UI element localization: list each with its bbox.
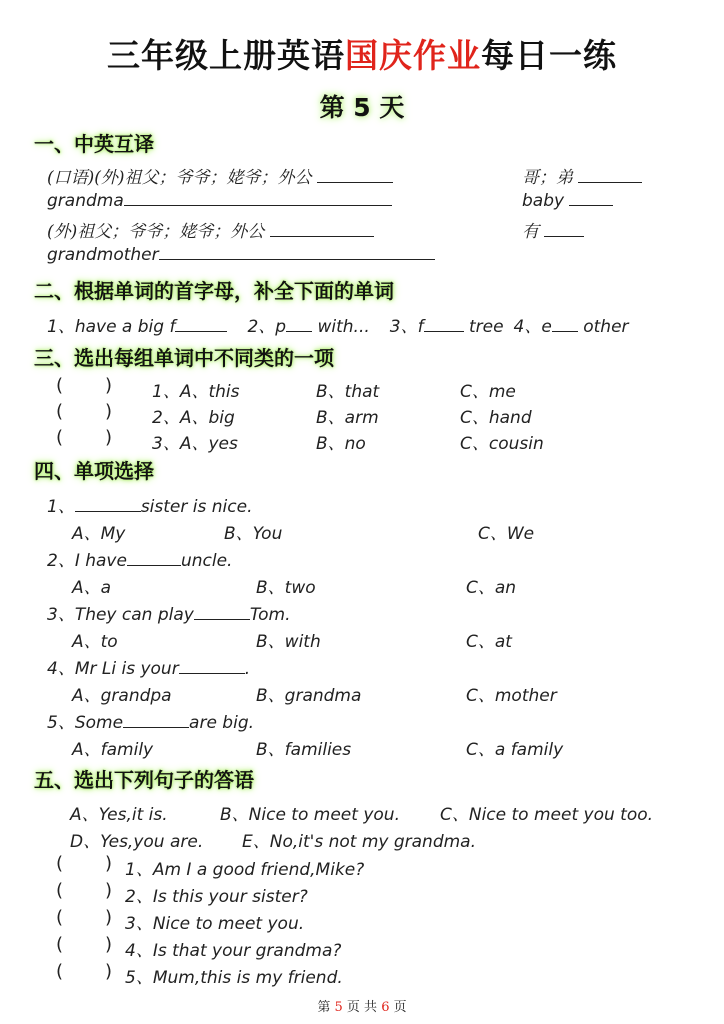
answer-blank[interactable]: [179, 659, 245, 674]
s4-q5: 5、Some are big.: [47, 713, 255, 733]
answer-blank[interactable]: [544, 222, 584, 237]
answer-paren[interactable]: ( ): [56, 934, 113, 955]
s1-row1-left: (口语)(外)祖父；爷爷；姥爷；外公: [47, 163, 393, 188]
s4-q5-c: C、a family: [466, 740, 564, 760]
s4-q4-c: C、mother: [466, 686, 557, 706]
current-page-number: 5: [334, 1000, 343, 1015]
answer-blank[interactable]: [424, 317, 464, 332]
answer-blank[interactable]: [578, 168, 642, 183]
s5-option-a: A、Yes,it is.: [70, 805, 168, 825]
s4-q2-c: C、an: [466, 578, 517, 598]
s4-q1-a: A、My: [72, 524, 126, 544]
s5-question-3: 3、Nice to meet you.: [125, 914, 305, 934]
section3-heading: 三、选出每组单词中不同类的一项: [34, 346, 334, 370]
s2-items: 1、have a big f 2、p with... 3、f tree 4、e other: [47, 317, 629, 337]
answer-blank[interactable]: [124, 191, 392, 206]
s1-row3-left: (外)祖父；爷爷；姥爷；外公: [47, 217, 374, 242]
answer-paren[interactable]: ( ): [56, 853, 113, 874]
section1-heading: 一、中英互译: [34, 132, 154, 156]
page-title: 三年级上册英语国庆作业每日一练: [107, 36, 617, 75]
answer-blank[interactable]: [123, 713, 189, 728]
s5-option-b: B、Nice to meet you.: [220, 805, 400, 825]
s3-row3-a: 3、A、yes: [152, 434, 238, 454]
answer-blank[interactable]: [194, 605, 250, 620]
s4-q3-a: A、to: [72, 632, 118, 652]
s4-q3-c: C、at: [466, 632, 512, 652]
s3-row1-a: 1、A、this: [152, 382, 240, 402]
s4-q2-b: B、two: [256, 578, 316, 598]
answer-paren[interactable]: ( ): [56, 375, 113, 396]
s3-row3-b: B、no: [316, 434, 366, 454]
day-heading: 第 5 天: [319, 93, 405, 122]
answer-paren[interactable]: ( ): [56, 907, 113, 928]
title-highlight: 国庆作业: [345, 36, 481, 75]
answer-blank[interactable]: [317, 168, 393, 183]
s5-option-d: D、Yes,you are.: [70, 832, 204, 852]
s1-row1-right: 哥；弟: [522, 163, 642, 188]
section5-heading: 五、选出下列句子的答语: [34, 768, 254, 792]
s4-q3: 3、They can play Tom.: [47, 605, 291, 625]
s3-row1-b: B、that: [316, 382, 380, 402]
s5-question-5: 5、Mum,this is my friend.: [125, 968, 343, 988]
answer-paren[interactable]: ( ): [56, 880, 113, 901]
s3-row2-c: C、hand: [460, 408, 532, 428]
answer-blank[interactable]: [569, 191, 613, 206]
page-footer: 第 5 页 共 6 页: [317, 1000, 407, 1015]
s4-q2: 2、I have uncle.: [47, 551, 233, 571]
s4-q2-a: A、a: [72, 578, 112, 598]
s4-q1: 1、 sister is nice.: [47, 497, 253, 517]
s4-q5-b: B、families: [256, 740, 352, 760]
answer-blank[interactable]: [75, 497, 141, 512]
answer-blank[interactable]: [127, 551, 181, 566]
s4-q4-b: B、grandma: [256, 686, 362, 706]
s4-q3-b: B、with: [256, 632, 321, 652]
total-page-number: 6: [381, 1000, 390, 1015]
s3-row3-c: C、cousin: [460, 434, 544, 454]
answer-paren[interactable]: ( ): [56, 427, 113, 448]
s1-row2-right: baby: [522, 191, 613, 211]
answer-blank[interactable]: [286, 317, 312, 332]
s3-row2-a: 2、A、big: [152, 408, 235, 428]
answer-paren[interactable]: ( ): [56, 401, 113, 422]
s1-row2-left: grandma: [47, 191, 392, 211]
answer-blank[interactable]: [159, 245, 435, 260]
s1-row4-left: grandmother: [47, 245, 435, 265]
section2-heading: 二、根据单词的首字母，补全下面的单词: [34, 279, 394, 303]
s5-question-4: 4、Is that your grandma?: [125, 941, 342, 961]
s4-q1-b: B、You: [224, 524, 283, 544]
s4-q5-a: A、family: [72, 740, 154, 760]
s3-row2-b: B、arm: [316, 408, 379, 428]
s1-row3-right: 有: [522, 217, 584, 242]
s5-question-2: 2、Is this your sister?: [125, 887, 308, 907]
s5-question-1: 1、Am I a good friend,Mike?: [125, 860, 365, 880]
answer-blank[interactable]: [175, 317, 227, 332]
s4-q1-c: C、We: [478, 524, 535, 544]
s3-row1-c: C、me: [460, 382, 516, 402]
answer-blank[interactable]: [270, 222, 374, 237]
s4-q4-a: A、grandpa: [72, 686, 172, 706]
s4-q4: 4、Mr Li is your .: [47, 659, 251, 679]
section4-heading: 四、单项选择: [34, 459, 154, 483]
answer-paren[interactable]: ( ): [56, 961, 113, 982]
s5-option-e: E、No,it's not my grandma.: [242, 832, 476, 852]
answer-blank[interactable]: [552, 317, 578, 332]
s5-option-c: C、Nice to meet you too.: [440, 805, 654, 825]
